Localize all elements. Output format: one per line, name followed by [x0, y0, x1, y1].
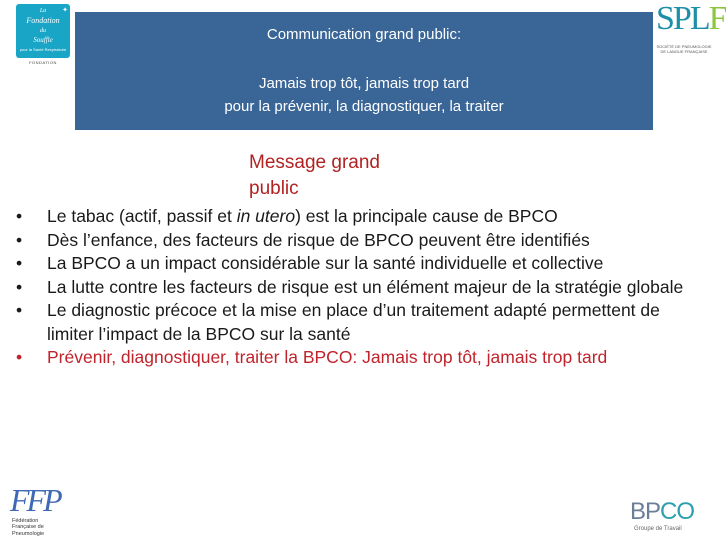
bullet-text: La BPCO a un impact considérable sur la santé individuelle et collective	[47, 253, 604, 273]
splf-logo-mark	[656, 2, 726, 36]
bullet-text-part: Le tabac (actif, passif et	[47, 206, 237, 226]
bullet-item	[0, 229, 687, 253]
message-line-1: Message grand	[249, 152, 380, 173]
bpco-mark-b: CO	[660, 498, 695, 525]
bullet-text: La lutte contre les facteurs de risque est un élément majeur de la stratégie globale	[47, 276, 684, 297]
bpco-mark-a: BP	[630, 498, 661, 525]
bullet-item	[0, 205, 687, 229]
ffp-sub-line: Pneumologie	[12, 530, 45, 537]
splf-mark-b: L	[689, 0, 709, 37]
bullet-item	[0, 276, 687, 300]
splf-logo-subtitle: SOCIÉTÉ DE PNEUMOLOGIE DE LANGUE FRANÇAISE	[656, 44, 712, 55]
message-heading	[249, 150, 380, 202]
bpco-logo	[630, 500, 710, 538]
ffp-sub-line: Française de	[12, 524, 44, 531]
bullet-dot: •	[16, 229, 23, 250]
bullet-dot: •	[16, 347, 23, 367]
bullet-item	[0, 299, 687, 346]
bpco-logo-subtitle: Groupe de Travail	[634, 526, 682, 532]
fondation-du-souffle-logo	[12, 4, 74, 66]
bullet-dot: •	[16, 206, 23, 226]
bullet-item	[0, 252, 687, 276]
bullet-text-part: ) est la principale cause de BPCO	[295, 206, 558, 226]
message-line-2: public	[249, 178, 299, 199]
header-line-3: pour la prévenir, la diagnostiquer, la traiter	[224, 98, 504, 115]
ffp-logo-mark: FFP	[10, 482, 60, 518]
splf-mark-a: SP	[656, 0, 690, 37]
bullet-dot: •	[16, 300, 23, 320]
bpco-logo-mark	[630, 500, 694, 524]
bullet-dot: •	[16, 253, 23, 273]
ffp-sub-line: Fédération	[12, 518, 39, 524]
bullet-text-italic: in utero	[236, 206, 296, 226]
bird-icon: ✦	[62, 7, 68, 14]
bullet-text: Le diagnostic précoce et la mise en place d’un traitement adapté permettent de limiter l’impact de la BPCO sur la santé	[47, 300, 660, 344]
logo-text-3: du	[40, 28, 46, 34]
logo-text-4: Souffle	[33, 36, 53, 44]
splf-mark-c: F	[708, 0, 726, 37]
splf-logo	[654, 0, 726, 62]
bullet-item-highlight	[0, 346, 687, 370]
ffp-logo-subtitle	[12, 518, 44, 537]
ffp-logo	[10, 482, 70, 538]
logo-footer: FONDATION	[29, 60, 57, 65]
bullet-text: Dès l’enfance, des facteurs de risque de BPCO peuvent être identifiés	[47, 229, 590, 250]
header-title: Communication grand public:	[266, 26, 462, 43]
logo-text-5: pour la Santé Respiratoire	[19, 47, 67, 52]
bullet-list	[0, 205, 687, 370]
bullet-dot: •	[16, 276, 23, 297]
logo-text-2: Fondation	[26, 16, 60, 25]
bullet-text: Prévenir, diagnostiquer, traiter la BPCO: Jamais trop tôt, jamais trop tard	[47, 347, 608, 367]
header-line-2: Jamais trop tôt, jamais trop tard	[258, 75, 470, 92]
header-banner	[75, 12, 653, 130]
logo-text-1: La	[39, 8, 47, 14]
